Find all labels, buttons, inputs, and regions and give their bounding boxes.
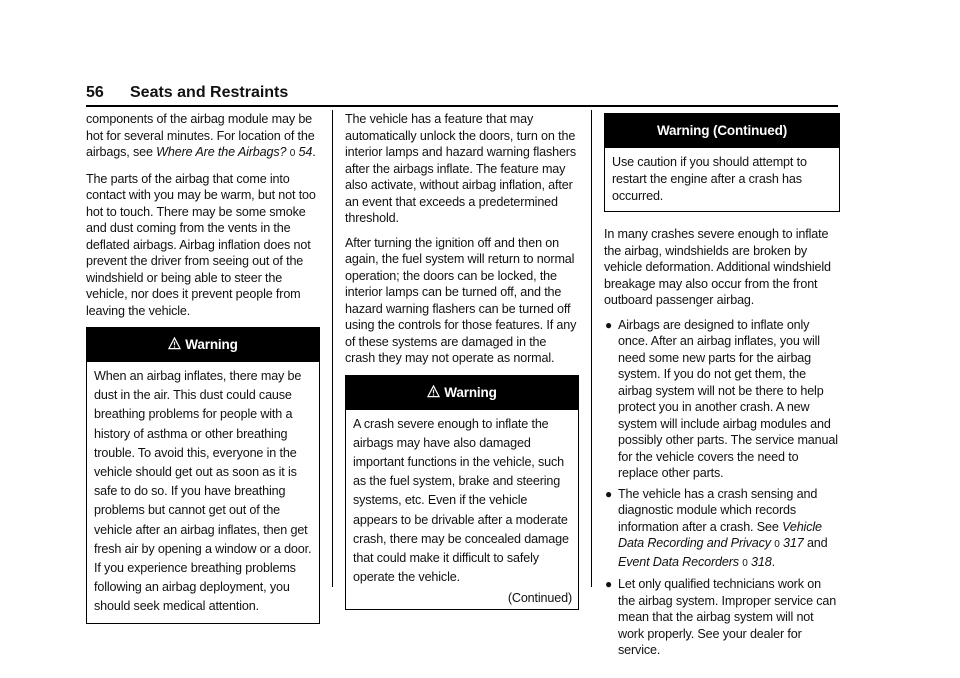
page-header <box>86 84 838 106</box>
warning-text: Use caution if you should attempt to restart the engine after a crash has occurred. <box>612 155 807 203</box>
paragraph: In many crashes severe enough to inflate the airbag, windshields are broken by vehicle deformation. Additional windshield breakage may also occur from the front outboard passenger airbag. <box>604 227 831 307</box>
warning-header <box>87 328 319 362</box>
warning-box <box>345 375 579 611</box>
warning-box <box>86 327 320 624</box>
list-item-text: Airbags are designed to inflate only once. After an airbag inflates, you will need some new parts for the airbag system. If you do not get them, the airbag system will not be there to help protect you in another crash. A new system will include airbag modules and possibly other parts. The service manual for the vehicle covers the need to replace other parts. <box>618 317 838 480</box>
paragraph: The parts of the airbag that come into contact with you may be warm, but not too hot to touch. There may be some smoke and dust coming from the vents in the deflated airbags. Airbag inflation does not prevent the driver from seeing out of the windshield or being able to steer the vehicle, nor does it prevent people from leaving the vehicle. <box>86 171 316 318</box>
paragraph <box>86 111 320 163</box>
column-divider-1 <box>332 110 333 587</box>
list-item <box>604 317 840 482</box>
warning-triangle-icon <box>168 337 181 350</box>
warning-continued-header: Warning (Continued) <box>605 114 839 148</box>
bullet-icon: ● <box>605 486 613 501</box>
page-ref-arrow-icon: 0 <box>289 148 296 159</box>
cross-reference-link[interactable]: Event Data Recorders <box>618 554 739 569</box>
page-ref-arrow-icon: 0 <box>742 557 748 569</box>
warning-title: Warning <box>444 384 497 400</box>
page-ref-arrow-icon: 0 <box>774 539 780 550</box>
list-item <box>604 486 840 573</box>
warning-continued-box <box>604 113 840 212</box>
page-number: 56 <box>86 84 104 101</box>
section-title: Seats and Restraints <box>130 84 289 101</box>
cross-reference-page[interactable]: 54 <box>298 145 313 159</box>
list-item-text: Let only qualified technicians work on the airbag system. Improper service can mean that the airbag system will not work properly. See your dealer for service. <box>618 577 837 657</box>
warning-text: When an airbag inflates, there may be dust in the air. This dust could cause breathing problems for people with a history of asthma or other breathing trouble. To avoid this, everyone in the vehicle should get out as soon as it is safe to do so. If you have breathing problems but cannot get out of the vehicle after an airbag inflates, then get fresh air by opening a window or a door. If you experience breathing problems following an airbag deployment, you should seek medical attention. <box>94 369 312 614</box>
column-3 <box>604 111 840 663</box>
list-item <box>604 576 840 659</box>
warning-triangle-icon <box>427 385 440 398</box>
cross-reference-page[interactable]: 317 <box>783 536 804 550</box>
bullet-icon: ● <box>605 577 613 591</box>
column-2 <box>345 111 579 610</box>
punctuation: . <box>771 554 775 569</box>
bullet-icon: ● <box>605 317 613 332</box>
column-divider-2 <box>591 110 592 587</box>
punctuation: . <box>312 145 316 159</box>
cross-reference-page[interactable]: 318 <box>751 554 772 569</box>
cross-reference-link[interactable]: Vehicle Data Recording and Privacy <box>618 519 822 550</box>
paragraph: After turning the ignition off and then on again, the fuel system will return to normal operation; the doors can be locked, the interior lamps can be turned off, and the hazard warning flashers can be turned off using the controls for those features. If any of these systems are damaged in the crash they may not operate as normal. <box>345 235 577 365</box>
warning-text: A crash severe enough to inflate the airbags may have also damaged important functions in the vehicle, such as the fuel system, brake and steering systems, etc. Even if the vehicle appears to be drivable after a moderate crash, there may be concealed damage that could make it difficult to safely operate the vehicle. <box>353 416 569 585</box>
list-item-text: The vehicle has a crash sensing and diagnostic module which records information after a crash. See <box>618 486 818 534</box>
cross-reference-link[interactable]: Where Are the Airbags? <box>156 145 287 159</box>
list-item-text: and <box>803 536 828 550</box>
column-1 <box>86 111 320 624</box>
bullet-list <box>604 317 840 659</box>
paragraph-text: components of the airbag module may be hot for several minutes. For location of the airbags, see <box>86 112 315 159</box>
header-rule <box>86 105 838 107</box>
warning-title: Warning <box>185 337 238 352</box>
continued-label: (Continued) <box>507 591 572 606</box>
warning-header <box>346 376 578 410</box>
paragraph: The vehicle has a feature that may automatically unlock the doors, turn on the interior lamps and hazard warning flashers after the airbags inflate. The feature may also activate, without airbag inflation, after an event that exceeds a predetermined threshold. <box>345 112 577 225</box>
